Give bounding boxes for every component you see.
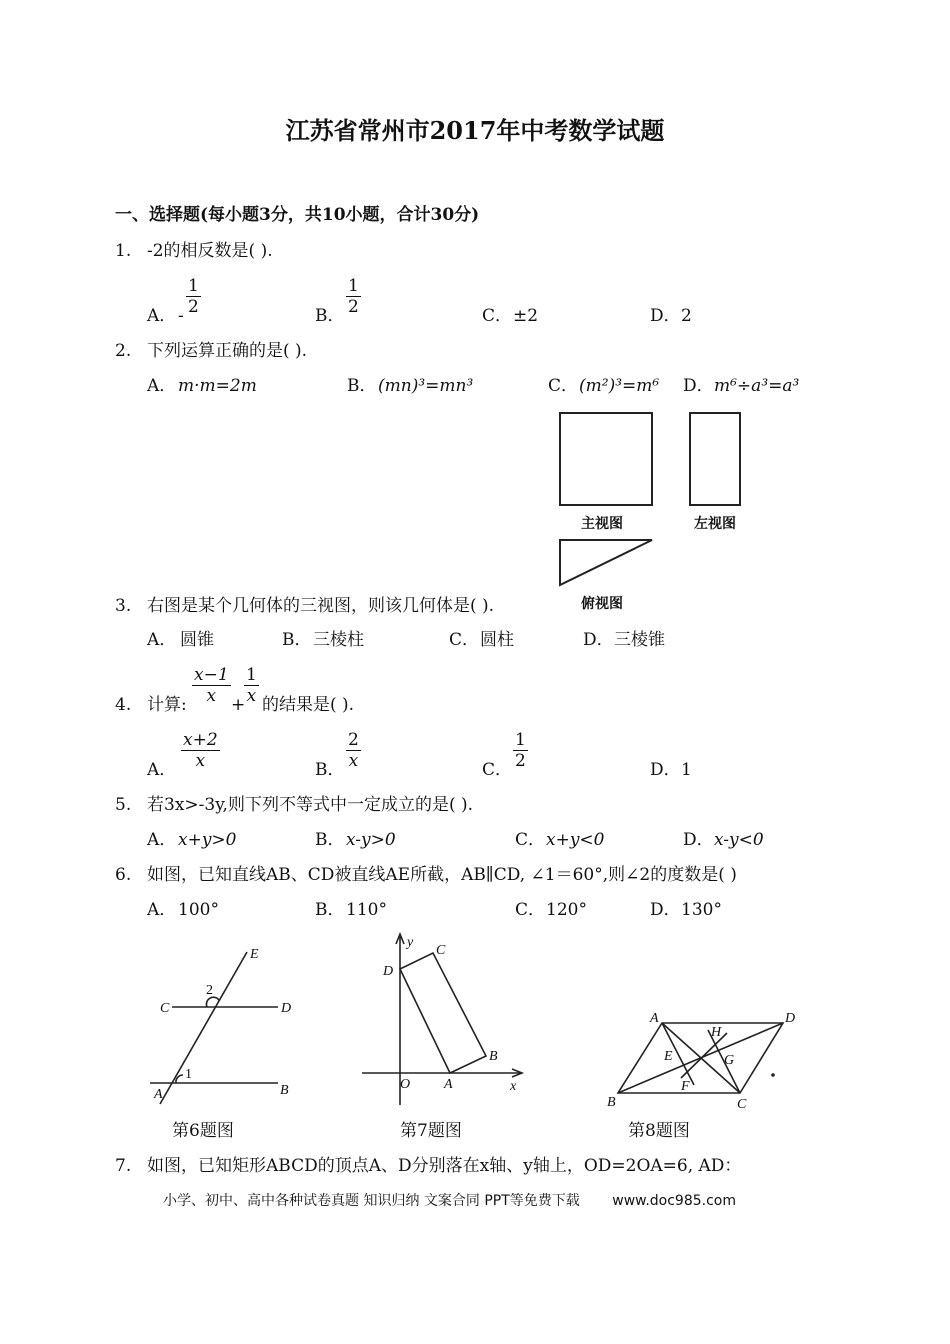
fig7-label-x: x	[510, 1079, 517, 1094]
fig8-label-A: A	[650, 1011, 659, 1026]
option-text: 130°	[681, 900, 722, 920]
option-text: 三棱锥	[614, 630, 665, 650]
top-view-label: 俯视图	[581, 596, 623, 612]
fig6-angle-2: 2	[206, 983, 213, 998]
question-stem: 的结果是( ).	[262, 695, 355, 715]
fraction: $\frac{1}{2}$	[348, 276, 359, 317]
fig8-label-C: C	[737, 1097, 747, 1112]
question-number: 7.	[115, 1156, 132, 1176]
footer-text: 小学、初中、高中各种试卷真题 知识归纳 文案合同 PPT等免费下载	[163, 1193, 580, 1209]
option-text: (mn)³=mn³	[378, 376, 474, 396]
fig7-label-O: O	[400, 1077, 411, 1092]
option-label: D．	[650, 760, 681, 780]
fig8-label-G: G	[724, 1053, 735, 1068]
question-number: 6.	[115, 865, 132, 885]
option-label: D．	[650, 306, 681, 326]
left-view-rect	[690, 413, 740, 505]
option-text: m·m=2m	[178, 376, 257, 396]
option-label: A．	[147, 630, 177, 650]
option-label: B．	[315, 760, 345, 780]
option-label: A．	[147, 900, 177, 920]
option-label: B．	[315, 900, 345, 920]
option-text: m⁶÷a³=a³	[714, 376, 800, 396]
option-label: C．	[449, 630, 480, 650]
option-label: B．	[315, 306, 345, 326]
question-stem: 右图是某个几何体的三视图，则该几何体是( ).	[147, 596, 495, 616]
fraction: $\frac{2}{x}$	[348, 730, 359, 771]
fig6-label-A: A	[154, 1087, 163, 1102]
figure-6	[150, 952, 278, 1104]
question-number: 4.	[115, 695, 132, 715]
fig7-label-D: D	[383, 964, 394, 979]
question-stem: 如图，已知矩形ABCD的顶点A、D分别落在x轴、y轴上，OD=2OA=6, AD：	[147, 1156, 742, 1176]
figure-8	[618, 1023, 783, 1093]
question-stem: 计算:	[147, 695, 187, 715]
front-view-square	[560, 413, 652, 505]
fig6-angle-1: 1	[185, 1067, 192, 1082]
option-text: 2	[681, 306, 692, 326]
option-label: B．	[315, 830, 345, 850]
question-number: 5.	[115, 795, 132, 815]
fig6-label-C: C	[160, 1001, 170, 1016]
option-label: C．	[515, 900, 546, 920]
option-text: 110°	[346, 900, 387, 920]
fig6-label-D: D	[281, 1001, 292, 1016]
option-label: B．	[347, 376, 377, 396]
option-text: 1	[681, 760, 692, 780]
figure-6-caption: 第6题图	[172, 1121, 234, 1141]
question-stem: -2的相反数是( ).	[147, 241, 273, 261]
option-text: ±2	[513, 306, 539, 326]
fig7-label-A: A	[444, 1077, 453, 1092]
top-view-triangle	[560, 540, 652, 585]
option-text: x+y>0	[178, 830, 237, 850]
option-text: x-y<0	[714, 830, 764, 850]
page-title: 江苏省常州市2017年中考数学试题	[285, 116, 665, 145]
fig6-label-E: E	[250, 947, 259, 962]
option-label: C．	[482, 306, 513, 326]
question-stem: 如图，已知直线AB、CD被直线AE所截，AB∥CD, ∠1＝60°,则∠2的度数是( )	[147, 865, 737, 885]
fraction: $\frac{x-1}{x}$	[194, 665, 229, 706]
option-label: A．	[147, 306, 177, 326]
option-text: 100°	[178, 900, 219, 920]
question-number: 2.	[115, 341, 132, 361]
option-label: D．	[683, 376, 714, 396]
fig7-label-B: B	[489, 1049, 498, 1064]
fraction: $\frac{1}{x}$	[246, 665, 257, 706]
option-label: A．	[147, 760, 177, 780]
option-label: C．	[482, 760, 513, 780]
option-label: D．	[583, 630, 614, 650]
fraction: $\frac{1}{2}$	[515, 730, 526, 771]
fig7-label-y: y	[407, 935, 414, 950]
fig7-label-C: C	[436, 943, 446, 958]
fraction: $\frac{x+2}{x}$	[183, 730, 218, 771]
option-label: D．	[683, 830, 714, 850]
figure-8-caption: 第8题图	[628, 1121, 690, 1141]
option-text: 三棱柱	[313, 630, 364, 650]
fig8-label-B: B	[607, 1095, 616, 1110]
question-stem: 若3x>-3y,则下列不等式中一定成立的是( ).	[147, 795, 474, 815]
section-heading: 一、选择题(每小题3分，共10小题，合计30分)	[115, 205, 480, 225]
question-stem: 下列运算正确的是( ).	[147, 341, 308, 361]
plus-sign: +	[231, 695, 246, 715]
figure-7-caption: 第7题图	[400, 1121, 462, 1141]
option-text: 圆柱	[480, 630, 514, 650]
figure-7	[362, 934, 522, 1105]
question-number: 3.	[115, 596, 132, 616]
option-text: (m²)³=m⁶	[579, 376, 660, 396]
option-label: C．	[548, 376, 579, 396]
fig8-label-F: F	[681, 1079, 690, 1094]
option-label: D．	[650, 900, 681, 920]
option-label: A．	[147, 376, 177, 396]
fig8-label-E: E	[664, 1049, 673, 1064]
option-label: A．	[147, 830, 177, 850]
fraction: $\frac{1}{2}$	[188, 276, 199, 317]
front-view-label: 主视图	[581, 516, 623, 532]
option-text: x-y>0	[346, 830, 396, 850]
fig8-label-D: D	[785, 1011, 796, 1026]
option-text: -	[178, 306, 184, 326]
option-label: B．	[282, 630, 312, 650]
footer-link[interactable]: www.doc985.com	[612, 1193, 736, 1209]
option-text: 圆锥	[180, 630, 214, 650]
question-number: 1.	[115, 241, 132, 261]
option-text: x+y<0	[546, 830, 605, 850]
footer	[163, 1190, 736, 1210]
fig8-label-H: H	[711, 1025, 722, 1040]
option-label: C．	[515, 830, 546, 850]
fig6-label-B: B	[280, 1083, 289, 1098]
left-view-label: 左视图	[694, 516, 736, 532]
option-text: 120°	[546, 900, 587, 920]
